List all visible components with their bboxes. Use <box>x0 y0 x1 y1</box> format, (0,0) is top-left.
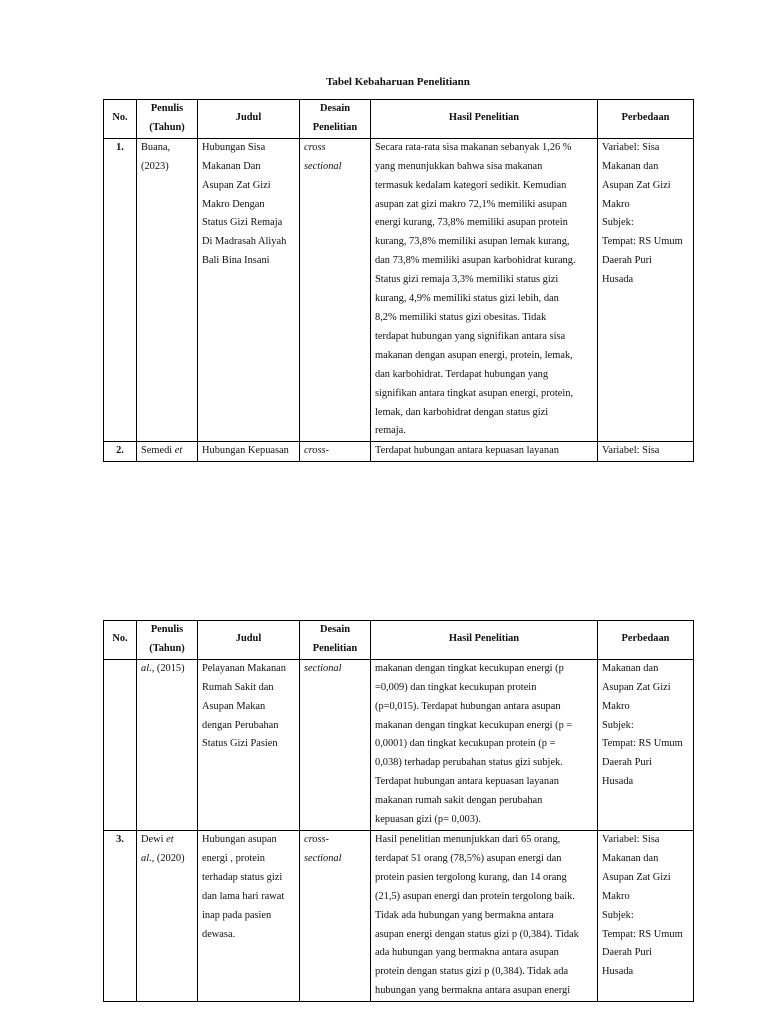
table-row <box>104 442 694 462</box>
cell-text-line: sectional <box>304 160 342 172</box>
header-perbedaan: Perbedaan <box>598 100 694 139</box>
header-penulis <box>137 100 198 139</box>
cell-text-line: Subjek: <box>602 909 634 921</box>
cell-text-line: Subjek: <box>602 217 634 229</box>
cell-text-line: Di Madrasah Aliyah <box>202 236 287 248</box>
cell-text-line: Asupan Zat Gizi <box>602 871 671 883</box>
cell-hasil <box>371 138 598 442</box>
header-desain-line1: Desain <box>319 103 351 114</box>
cell-text-line: Makro Dengan <box>202 198 265 210</box>
cell-text-line: Tempat: RS Umum <box>602 928 683 940</box>
cell-text-italic: et <box>166 833 174 845</box>
cell-text-line: terdapat hubungan yang signifikan antara sisa <box>375 330 566 342</box>
cell-text-line: yang menunjukkan bahwa sisa makanan <box>375 160 543 172</box>
cell-text-line: Makro <box>602 700 630 712</box>
cell-text-line: asupan zat gizi makro 72,1% memiliki asupan <box>375 198 567 210</box>
cell-text-line: Asupan Zat Gizi <box>602 179 671 191</box>
cell-text-line <box>141 831 197 850</box>
cell-text-line: termasuk kedalam kategori sedikit. Kemudian <box>375 179 567 191</box>
header-hasil: Hasil Penelitian <box>371 621 598 660</box>
cell-text-line: protein pasien tergolong kurang, dan 14 orang <box>375 871 567 883</box>
cell-perbedaan <box>598 659 694 830</box>
cell-text-line: kurang, 4,9% memiliki status gizi lebih, dan <box>375 293 559 305</box>
table-header-row <box>104 100 694 139</box>
table-header-row <box>104 621 694 660</box>
cell-text-line: hubungan yang bermakna antara asupan energi <box>375 985 571 997</box>
cell-text-line: cross- <box>304 833 330 845</box>
table-row <box>104 659 694 830</box>
cell-desain: cross- <box>300 442 371 462</box>
cell-text-line: Husada <box>602 966 634 978</box>
cell-text-line: ada hubungan yang bermakna antara asupan <box>375 947 559 959</box>
cell-text-italic: al. <box>141 852 152 864</box>
cell-text-line: Daerah Puri <box>602 947 652 959</box>
novelty-table-page-2 <box>103 620 694 1002</box>
header-perbedaan: Perbedaan <box>598 621 694 660</box>
cell-perbedaan <box>598 830 694 1001</box>
cell-text-italic: et <box>174 445 183 457</box>
cell-text: , (2015) <box>151 662 185 674</box>
cell-text: Semedi <box>141 445 173 457</box>
cell-text-line: dan 73,8% memiliki asupan karbohidrat kurang. <box>375 255 576 267</box>
cell-text-line: Bali Bina Insani <box>202 255 270 267</box>
cell-text-line: Asupan Zat Gizi <box>202 179 271 191</box>
cell-text-line: Tempat: RS Umum <box>602 738 683 750</box>
cell-penulis <box>137 830 198 1001</box>
cell-text-line: Status gizi remaja 3,3% memiliki status gizi <box>375 274 559 286</box>
cell-text-line: Asupan Zat Gizi <box>602 681 671 693</box>
cell-text-line: Makro <box>602 890 630 902</box>
header-penulis-line2: (Tahun) <box>149 121 185 133</box>
cell-text-line: 8,2% memiliki status gizi obesitas. Tidak <box>375 311 547 323</box>
cell-text-line: makanan rumah sakit dengan perubahan <box>375 795 543 807</box>
cell-text-line: protein dengan status gizi p (0,384). Tidak ada <box>375 966 569 978</box>
cell-text-line: makanan dengan tingkat kecukupan energi (p = <box>375 719 573 731</box>
cell-no: 2. <box>104 442 137 462</box>
cell-text-line: Secara rata-rata sisa makanan sebanyak 1,26 % <box>375 141 572 153</box>
table-row <box>104 830 694 1001</box>
cell-penulis <box>137 659 198 830</box>
cell-text: Dewi <box>141 833 167 845</box>
cell-text-line: signifikan antara tingkat asupan energi, protein, <box>375 387 574 399</box>
cell-perbedaan: Variabel: Sisa <box>598 442 694 462</box>
cell-text-line: Hubungan asupan <box>202 833 277 845</box>
cell-text-line: kepuasan gizi (p= 0,003). <box>375 814 481 826</box>
cell-text-line: Makro <box>602 198 630 210</box>
cell-text-line: Status Gizi Pasien <box>202 738 278 750</box>
cell-desain <box>300 830 371 1001</box>
cell-desain <box>300 138 371 442</box>
cell-text: , (2020) <box>151 852 185 864</box>
cell-judul: Hubungan Kepuasan <box>198 442 300 462</box>
cell-text-line: dengan Perubahan <box>202 719 279 731</box>
cell-text-line: terdapat 51 orang (78,5%) asupan energi dan <box>375 852 562 864</box>
header-desain-line1: Desain <box>319 624 351 635</box>
cell-text-line: asupan energi dengan status gizi p (0,384). Tidak <box>375 928 579 940</box>
cell-text-line: dan lama hari rawat <box>202 890 285 902</box>
cell-text-line: (p=0,015). Terdapat hubungan antara asupan <box>375 700 561 712</box>
cell-text-line: dan karbohidrat. Terdapat hubungan yang <box>375 368 549 380</box>
cell-text-line: energi , protein <box>202 852 265 864</box>
cell-text-line: lemak, dan karbohidrat dengan status gizi <box>375 406 549 418</box>
cell-text-line: 0,0001) dan tingkat kecukupan protein (p = <box>375 738 556 750</box>
cell-text-line: =0,009) dan tingkat kecukupan protein <box>375 681 537 693</box>
cell-text-line: Variabel: Sisa <box>602 141 660 153</box>
cell-no <box>104 659 137 830</box>
header-no: No. <box>104 100 137 139</box>
cell-text-line: Makanan dan <box>602 160 659 172</box>
header-penulis-line2: (Tahun) <box>149 642 185 654</box>
cell-text-line: remaja. <box>375 425 406 437</box>
cell-text-line: Makanan dan <box>602 662 659 674</box>
cell-text-line: terhadap status gizi <box>202 871 283 883</box>
cell-judul <box>198 138 300 442</box>
header-penulis-line1: Penulis <box>150 624 184 635</box>
cell-text-line: Daerah Puri <box>602 255 652 267</box>
cell-perbedaan <box>598 138 694 442</box>
cell-text-line: Buana, <box>141 141 171 153</box>
cell-text-line: makanan dengan tingkat kecukupan energi (p <box>375 662 564 674</box>
cell-text-line: energi kurang, 73,8% memiliki asupan protein <box>375 217 568 229</box>
cell-text-line: Husada <box>602 274 634 286</box>
header-no: No. <box>104 621 137 660</box>
cell-judul <box>198 830 300 1001</box>
cell-no: 1. <box>104 138 137 442</box>
cell-penulis <box>137 138 198 442</box>
cell-text-line: kurang, 73,8% memiliki asupan lemak kurang, <box>375 236 570 248</box>
novelty-table-page-1 <box>103 99 694 462</box>
cell-text-line: Hasil penelitian menunjukkan dari 65 orang, <box>375 833 561 845</box>
cell-text-line: Asupan Makan <box>202 700 266 712</box>
cell-judul <box>198 659 300 830</box>
cell-text-line: Hubungan Sisa <box>202 141 266 153</box>
header-judul: Judul <box>198 621 300 660</box>
cell-text-line <box>141 850 197 869</box>
header-desain <box>300 621 371 660</box>
cell-text-line: Daerah Puri <box>602 757 652 769</box>
cell-penulis <box>137 442 198 462</box>
cell-text-line: cross <box>304 141 326 153</box>
cell-text-line: Makanan dan <box>602 852 659 864</box>
cell-text-line: 0,038) terhadap perubahan status gizi subjek. <box>375 757 563 769</box>
cell-hasil <box>371 830 598 1001</box>
table-row <box>104 138 694 442</box>
cell-text-line: (21,5) asupan energi dan protein tergolong baik. <box>375 890 575 902</box>
cell-text-line: Makanan Dan <box>202 160 261 172</box>
cell-text-line: makanan dengan asupan energi, protein, lemak, <box>375 349 573 361</box>
cell-text-line: Terdapat hubungan antara kepuasan layanan <box>375 776 559 788</box>
cell-desain: sectional <box>300 659 371 830</box>
header-desain-line2: Penelitian <box>312 121 358 133</box>
cell-text-line: inap pada pasien <box>202 909 272 921</box>
cell-no: 3. <box>104 830 137 1001</box>
cell-text-line: dewasa. <box>202 928 236 940</box>
header-hasil: Hasil Penelitian <box>371 100 598 139</box>
table-title: Tabel Kebaharuan Penelitiann <box>326 76 470 88</box>
cell-text-line: sectional <box>304 852 342 864</box>
cell-text-line: Variabel: Sisa <box>602 833 660 845</box>
cell-text-line: Pelayanan Makanan <box>202 662 286 674</box>
cell-text-line: Husada <box>602 776 634 788</box>
header-penulis-line1: Penulis <box>150 103 184 114</box>
header-penulis <box>137 621 198 660</box>
cell-text-line: (2023) <box>141 160 169 172</box>
cell-text-line: Tempat: RS Umum <box>602 236 683 248</box>
cell-text-line: Tidak ada hubungan yang bermakna antara <box>375 909 554 921</box>
header-desain-line2: Penelitian <box>312 642 358 654</box>
cell-text-italic: al. <box>141 662 152 674</box>
cell-hasil: Terdapat hubungan antara kepuasan layanan <box>371 442 598 462</box>
cell-text-line: Subjek: <box>602 719 634 731</box>
header-desain <box>300 100 371 139</box>
header-judul: Judul <box>198 100 300 139</box>
cell-hasil <box>371 659 598 830</box>
cell-text-line: Rumah Sakit dan <box>202 681 274 693</box>
cell-text-line: Status Gizi Remaja <box>202 217 283 229</box>
